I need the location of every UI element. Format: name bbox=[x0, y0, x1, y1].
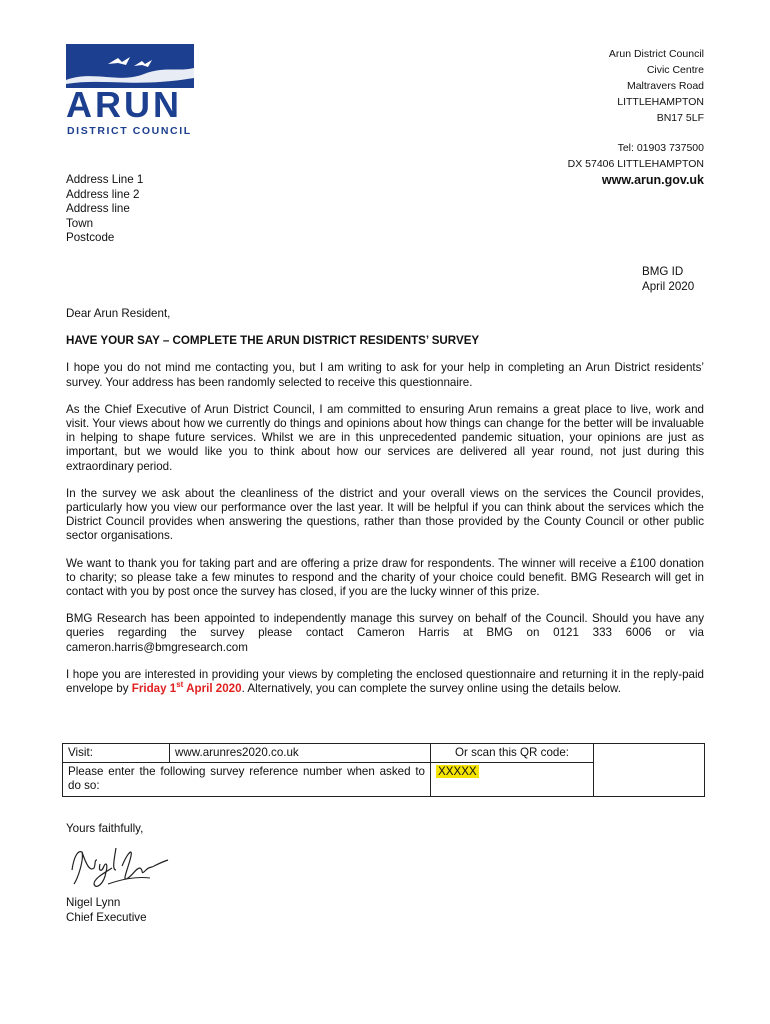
reference-date: April 2020 bbox=[642, 279, 695, 293]
sender-website-link[interactable]: www.arun.gov.uk bbox=[601, 173, 704, 187]
salutation: Dear Arun Resident, bbox=[66, 307, 171, 320]
paragraph: In the survey we ask about the cleanliness of the district and your overall views on the services the Council provides, particularly how you view our performance over the last year. It will be helpful if you can think about the services which the District Council provides when answering the questions, rather than those provided by the County Council or other public sector organisations. bbox=[66, 486, 704, 543]
arun-bird-logo-icon bbox=[64, 44, 196, 136]
sender-line: Maltravers Road bbox=[626, 80, 704, 92]
recipient-line: Address line 2 bbox=[66, 187, 140, 201]
sender-line: LITTLEHAMPTON bbox=[617, 96, 704, 108]
survey-details-table bbox=[62, 743, 705, 797]
paragraph: BMG Research has been appointed to independently manage this survey on behalf of the Council. Should you have any queries regarding the survey please contact Cameron Harris at BMG on 0121 333 6006 or via cameron.harris@bmgresearch.com bbox=[66, 612, 704, 654]
deadline: Friday 1st April 2020 bbox=[131, 680, 242, 696]
recipient-line: Town bbox=[66, 216, 94, 230]
paragraph: I hope you do not mind me contacting you, but I am writing to ask for your help in completing an Arun District residents’ survey. Your address has been randomly selected to receive this questionnaire. bbox=[66, 361, 704, 389]
signer-name: Nigel Lynn bbox=[66, 896, 121, 909]
visit-label: Visit: bbox=[63, 744, 170, 763]
sender-line: Civic Centre bbox=[646, 64, 704, 76]
signature-icon bbox=[64, 838, 174, 898]
qr-code-area[interactable] bbox=[594, 744, 705, 797]
paragraph: As the Chief Executive of Arun District Council, I am committed to ensuring Arun remains a great place to live, work and visit. Your views about how we currently do things and opinions about how things can change for the better will be invaluable in helping to shape future services. Whilst we are in this unprecedented pandemic situation, your opinions are just as important, but we would like you to think about how our services are delivered all year round, not just during this extraordinary period. bbox=[66, 402, 704, 473]
signature bbox=[64, 838, 174, 898]
reference-id: BMG ID bbox=[642, 265, 684, 278]
recipient-line: Postcode bbox=[66, 231, 115, 245]
reference-instruction: Please enter the following survey reference number when asked to do so: bbox=[63, 763, 431, 797]
letter-reference bbox=[642, 265, 704, 294]
paragraph: We want to thank you for taking part and are offering a prize draw for respondents. The winner will receive a £100 donation to charity; so please take a few minutes to respond and the charity of your choice could benefit. BMG Research will get in contact with you by post once the survey has closed, if you are the lucky winner of this prize. bbox=[66, 556, 704, 599]
survey-url-link[interactable]: www.arunres2020.co.uk bbox=[170, 744, 431, 763]
signer-title: Chief Executive bbox=[66, 910, 147, 924]
letter-heading: HAVE YOUR SAY – COMPLETE THE ARUN DISTRICT RESIDENTS’ SURVEY bbox=[66, 334, 480, 348]
sender-address bbox=[568, 46, 704, 188]
recipient-line: Address Line 1 bbox=[66, 173, 144, 186]
sender-dx: DX 57406 LITTLEHAMPTON bbox=[567, 158, 704, 170]
logo-name: ARUN bbox=[66, 84, 182, 125]
sender-line: Arun District Council bbox=[608, 48, 704, 60]
arun-logo bbox=[64, 44, 196, 136]
sender-tel: Tel: 01903 737500 bbox=[617, 142, 704, 154]
signer-block bbox=[66, 896, 147, 925]
paragraph-final bbox=[66, 668, 704, 696]
final-text: I hope you are interested in providing your views by completing the enclosed questionnaire and returning it in the reply-paid envelope by bbox=[66, 667, 704, 696]
recipient-address bbox=[66, 173, 143, 246]
sender-line: BN17 5LF bbox=[656, 112, 704, 124]
recipient-line: Address line bbox=[66, 202, 130, 216]
reference-code: XXXXX bbox=[438, 765, 477, 779]
qr-label: Or scan this QR code: bbox=[431, 744, 594, 763]
logo-subtitle: DISTRICT COUNCIL bbox=[67, 125, 192, 136]
final-text-after: . Alternatively, you can complete the survey online using the details below. bbox=[241, 682, 621, 696]
closing: Yours faithfully, bbox=[66, 822, 144, 835]
letter-body bbox=[66, 307, 704, 709]
reference-code-cell bbox=[431, 763, 594, 797]
